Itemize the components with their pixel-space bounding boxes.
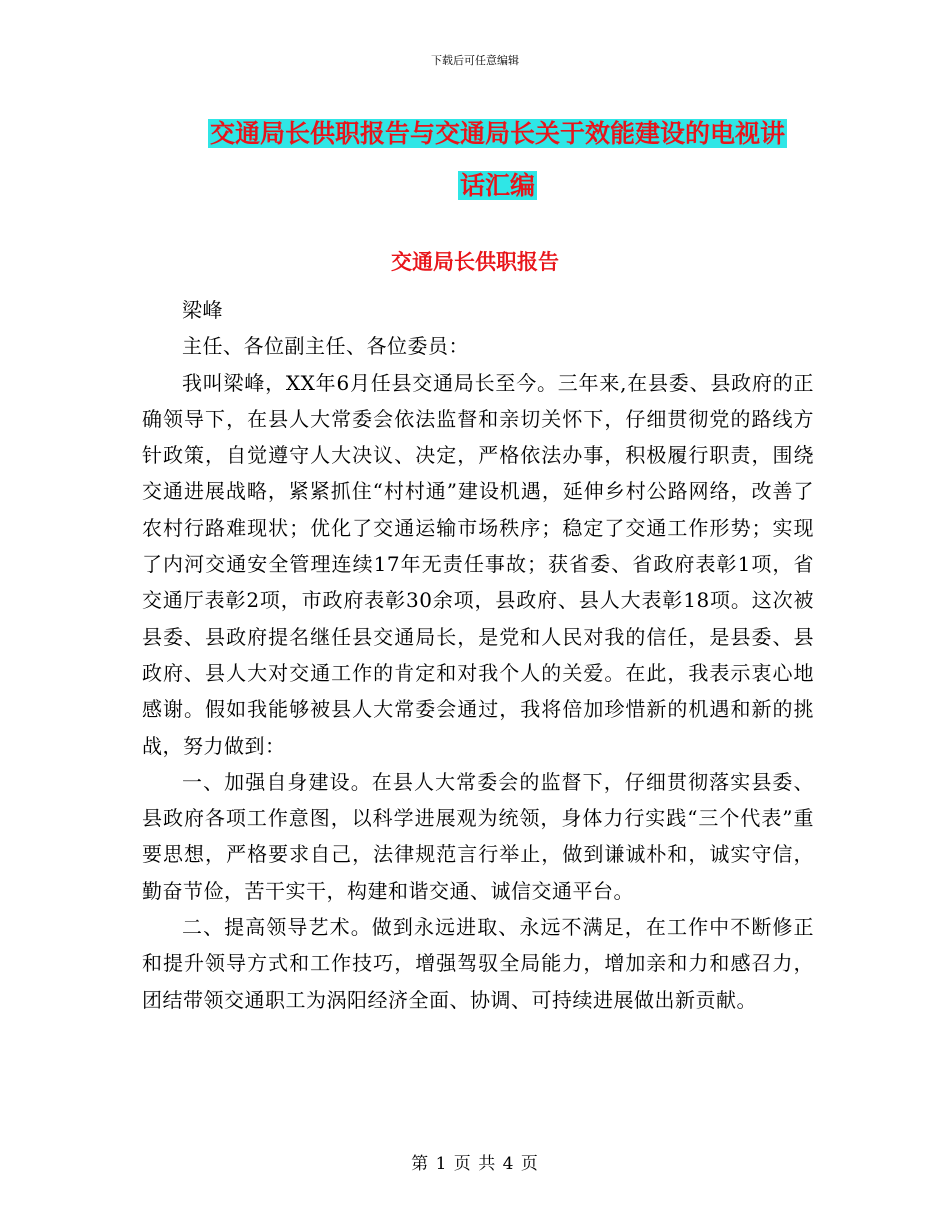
body-paragraph: 二、提高领导艺术。做到永远进取、永远不满足，在工作中不断修正和提升领导方式和工作技巧，增强驾驭全局能力，增加亲和力和感召力，团结带领交通职工为涡阳经济全面、协调、可持续进展做出新贡献。 — [142, 915, 814, 1012]
document-title-line-2: 话汇编 — [459, 171, 535, 200]
document-title — [140, 108, 855, 212]
body-paragraph: 一、加强自身建设。在县人大常委会的监督下，仔细贯彻落实县委、县政府各项工作意图，以科学进展观为统领，身体力行实践“三个代表”重要思想，严格要求自己，法律规范言行举止，做到谦诚朴和，诚实守信，勤奋节俭，苦干实干，构建和谐交通、诚信交通平台。 — [142, 769, 814, 903]
salutation: 主任、各位副主任、各位委员： — [182, 334, 469, 359]
body-paragraph: 我叫梁峰，XX年6月任县交通局长至今。三年来,在县委、县政府的正确领导下，在县人大常委会依法监督和亲切关怀下，仔细贯彻党的路线方针政策，自觉遵守人大决议、决定，严格依法办事，积极履行职责，围绕交通进展战略，紧紧抓住“村村通”建设机遇，延伸乡村公路网络，改善了农村行路难现状；优化了交通运输市场秩序；稳定了交通工作形势；实现了内河交通安全管理连续17年无责任事故；获省委、省政府表彰1项，省交通厅表彰2项，市政府表彰30余项，县政府、县人大表彰18项。这次被县委、县政府提名继任县交通局长，是党和人民对我的信任，是县委、县政府、县人大对交通工作的肯定和对我个人的关爱。在此，我表示衷心地感谢。假如我能够被县人大常委会通过，我将倍加珍惜新的机遇和新的挑战，努力做到： — [142, 370, 814, 758]
page-number-footer: 第 1 页 共 4 页 — [411, 1154, 539, 1174]
document-body — [142, 292, 814, 1018]
document-title-line-1: 交通局长供职报告与交通局长关于效能建设的电视讲 — [209, 119, 785, 148]
author-name: 梁峰 — [182, 298, 223, 322]
page-header: 下载后可任意编辑 — [431, 54, 519, 67]
section-title: 交通局长供职报告 — [391, 250, 559, 274]
